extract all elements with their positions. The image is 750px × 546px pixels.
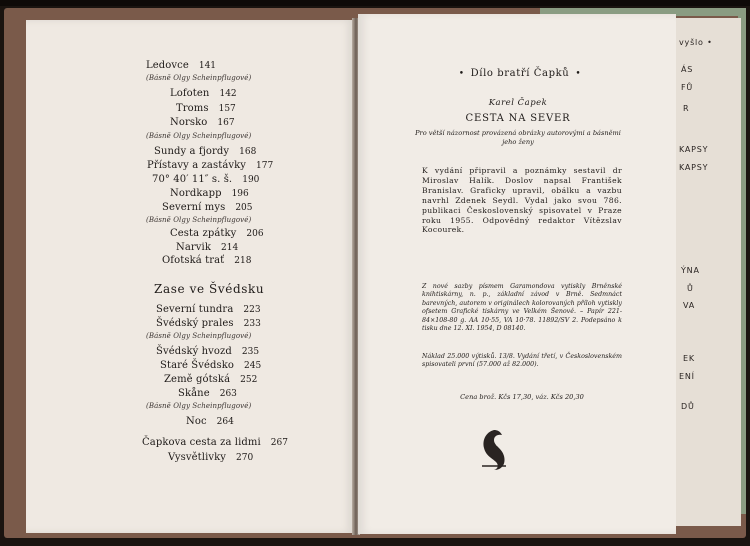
toc-entry-page: 267 — [270, 438, 288, 448]
toc-entry — [146, 60, 216, 71]
book-title: CESTA NA SEVER — [465, 113, 571, 124]
toc-entry-title: Sundy a fjordy — [154, 146, 230, 157]
toc-poem-note — [146, 402, 251, 410]
toc-entry-title: Staré Švédsko — [160, 360, 235, 371]
toc-entry-page: 214 — [221, 243, 239, 253]
toc-entry-title: (Básně Olgy Scheinpflugové) — [146, 216, 252, 224]
toc-entry-title: Severní mys — [162, 202, 226, 213]
toc-entry-title: Ledovce — [146, 60, 189, 71]
toc-entry-title: Vysvětlivky — [168, 452, 227, 463]
toc-entry — [160, 360, 261, 371]
toc-entry-title: Švédský hvozd — [156, 346, 232, 357]
toc-entry — [152, 174, 259, 185]
toc-entry — [170, 117, 235, 128]
book-subtitle: Pro větší názornost provázená obrázky autorovými a básněmi jeho ženy — [415, 129, 621, 146]
toc-entry-page: 206 — [246, 229, 264, 239]
toc-entry — [186, 416, 234, 427]
toc-entry-title: Ofotská trať — [162, 255, 225, 266]
toc-entry — [168, 452, 253, 463]
toc-entry-title: (Básně Olgy Scheinpflugové) — [146, 332, 252, 340]
toc-entry-page: 245 — [244, 361, 262, 371]
toc-entry — [176, 242, 238, 253]
toc-entry — [162, 255, 251, 266]
toc-poem-note — [146, 74, 251, 82]
toc-entry-title: Cesta zpátky — [170, 228, 237, 239]
toc-poem-note — [146, 216, 251, 224]
toc-entry-page: 218 — [234, 256, 252, 266]
toc-entry-page: 141 — [198, 61, 217, 71]
underlying-page-text: Ů — [687, 284, 694, 293]
toc-entry — [178, 388, 237, 399]
toc-entry — [156, 346, 259, 357]
series-title — [430, 68, 610, 79]
bullet-icon: • — [575, 69, 582, 79]
table-of-contents — [26, 20, 354, 533]
toc-entry-title: (Básně Olgy Scheinpflugové) — [146, 74, 252, 82]
toc-entry-page: 190 — [242, 175, 260, 185]
toc-section-heading: Zase ve Švédsku — [154, 282, 265, 296]
underlying-page-text: ENÍ — [679, 372, 695, 381]
toc-entry-page: 223 — [243, 305, 261, 315]
underlying-page-text: vyšlo • — [679, 38, 713, 47]
toc-entry-page: 168 — [239, 147, 257, 157]
toc-entry — [156, 318, 261, 329]
toc-entry-title: Noc — [186, 416, 207, 427]
toc-entry-title: (Básně Olgy Scheinpflugové) — [146, 132, 252, 140]
toc-entry-title: Troms — [176, 103, 209, 114]
underlying-page-text: R — [683, 104, 690, 113]
toc-entry — [142, 437, 288, 448]
underlying-page-text: ÁS — [681, 65, 694, 74]
toc-entry-title: (Básně Olgy Scheinpflugové) — [146, 402, 252, 410]
toc-entry — [170, 188, 249, 199]
underlying-page-text: EK — [683, 354, 695, 363]
toc-entry-page: 252 — [240, 375, 258, 385]
toc-poem-note — [146, 332, 251, 340]
toc-entry-title: Lofoten — [170, 88, 210, 99]
toc-entry-page: 157 — [218, 104, 236, 114]
price-line: Cena brož. Kčs 17,30, váz. Kčs 20,30 — [460, 393, 584, 401]
toc-entry-page: 205 — [235, 203, 253, 213]
series-label: Dílo bratří Čapků — [470, 68, 570, 79]
edition-credits: K vydání připravil a poznámky sestavil dr Miroslav Halík. Doslov napsal František Branislav. Graficky upravil, obálku a vazbu navrhl Zdenek Seydl. Vydal jako svou 786. publikaci Československý spisovatel v Praze roku 1955. Odpovědný redaktor Vítězslav Kocourek. — [422, 166, 622, 235]
toc-entry-page: 235 — [241, 347, 260, 357]
toc-entry-title: Severní tundra — [156, 304, 234, 315]
publisher-logo-icon — [474, 426, 514, 474]
right-page — [358, 14, 676, 534]
printing-note: Z nové sazby písmem Garamondova vytiskly Brněnské knihtiskárny, n. p., základní závod v Brně. Sedmnáct barevných, autorem v originálech kolorovaných příloh vytiskly ofsetem Grafické tiskárny ve Velkém Šenově. – Papír 221-84×108-80 g. AA 10·55, VA 10·78. 11892/SV 2. Podepsáno k tisku dne 12. XI. 1954, D 08140. — [422, 283, 622, 333]
toc-entry — [164, 374, 257, 385]
toc-entry-page: 233 — [243, 319, 261, 329]
top-shadow — [0, 0, 750, 6]
toc-entry-title: Země gótská — [164, 374, 231, 385]
toc-entry — [176, 103, 236, 114]
toc-entry — [154, 146, 256, 157]
toc-entry-title: Přístavy a zastávky — [147, 160, 247, 171]
toc-entry — [170, 88, 237, 99]
toc-entry-title: Skåne — [178, 388, 210, 399]
toc-entry-page: 142 — [219, 89, 237, 99]
underlying-page-text: KAPSY — [679, 145, 709, 154]
toc-entry-page: 270 — [236, 453, 254, 463]
left-page — [26, 20, 354, 533]
toc-entry-page: 167 — [217, 118, 235, 128]
toc-entry-title: Narvik — [176, 242, 211, 253]
underlying-page-text: ÝNA — [681, 266, 700, 275]
toc-entry-title: Čapkova cesta za lidmi — [142, 437, 261, 448]
underlying-page-text: DŮ — [681, 402, 695, 411]
toc-entry-title: 70° 40′ 11″ s. š. — [152, 174, 233, 185]
toc-entry-page: 264 — [216, 417, 234, 427]
toc-entry — [170, 228, 264, 239]
underlying-page-text: KAPSY — [679, 163, 709, 172]
underlying-page-text: VA — [683, 301, 696, 310]
toc-entry — [162, 202, 253, 213]
author-name: Karel Čapek — [488, 98, 548, 108]
toc-entry-title: Nordkapp — [170, 188, 222, 199]
toc-entry — [147, 160, 273, 171]
toc-entry-page: 263 — [219, 389, 237, 399]
toc-entry-page: 177 — [256, 161, 274, 171]
bullet-icon: • — [458, 69, 465, 79]
underlying-page-text: FŮ — [681, 83, 694, 92]
toc-poem-note — [146, 132, 251, 140]
print-run-note: Náklad 25.000 výtisků. 13/8. Vydání třetí, v Československém spisovateli první (57.000 až 82.000). — [422, 353, 622, 369]
toc-entry-title: Švédský prales — [156, 318, 234, 329]
toc-entry — [156, 304, 261, 315]
toc-entry-title: Norsko — [170, 117, 208, 128]
colophon — [358, 14, 676, 534]
toc-entry-page: 196 — [231, 189, 249, 199]
